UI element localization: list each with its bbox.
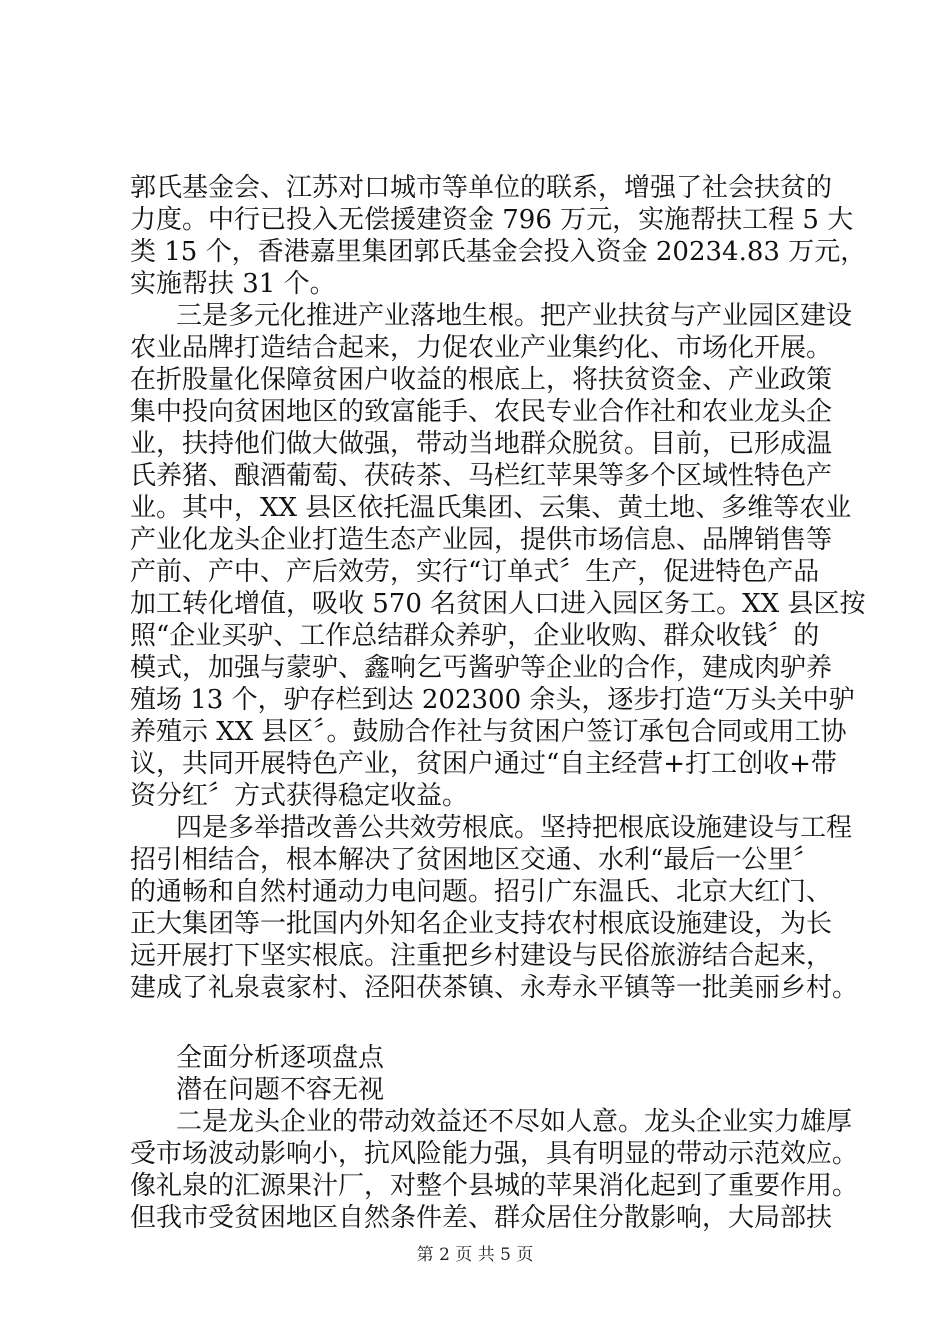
section-heading: 全面分析逐项盘点 [176,1043,385,1073]
text-line: 但我市受贫困地区自然条件差、群众居住分散影响，大局部扶 [130,1203,833,1233]
text-line: 殖场 13 个，驴存栏到达 202300 余头，逐步打造“万头关中驴 [130,685,855,715]
paragraph-gap [130,1004,830,1042]
text-line: 养殖示 XX 县区〞。鼓励合作社与贫困户签订承包合同或用工协 [130,717,847,747]
text-line: 建成了礼泉袁家村、泾阳茯茶镇、永寿永平镇等一批美丽乡村。 [130,973,859,1003]
text-line: 实施帮扶 31 个。 [130,269,336,299]
paragraph-public-service [130,812,859,1004]
text-line: 在折股量化保障贫困户收益的根底上，将扶贫资金、产业政策 [130,365,833,395]
text-line: 业，扶持他们做大做强，带动当地群众脱贫。目前，已形成温 [130,429,833,459]
text-line: 类 15 个，香港嘉里集团郭氏基金会投入资金 20234.83 万元， [130,237,867,267]
section-headings [130,1042,830,1106]
text-line: 产前、产中、产后效劳，实行“订单式〞生产，促进特色产品 [130,557,820,587]
document-body [130,172,867,1234]
text-line: 氏养猪、酿酒葡萄、茯砖茶、马栏红苹果等多个区域性特色产 [130,461,833,491]
text-line: 像礼泉的汇源果汁厂，对整个县城的苹果消化起到了重要作用。 [130,1171,859,1201]
text-line: 二是龙头企业的带动效益还不尽如人意。龙头企业实力雄厚 [176,1107,853,1137]
paragraph-enterprise [130,1106,859,1234]
text-line: 力度。中行已投入无偿援建资金 796 万元，实施帮扶工程 5 大 [130,205,854,235]
text-line: 资分红〞方式获得稳定收益。 [130,781,469,811]
text-line: 正大集团等一批国内外知名企业支持农村根底设施建设，为长 [130,909,833,939]
text-line: 招引相结合，根本解决了贫困地区交通、水利“最后一公里〞 [130,845,820,875]
text-line: 郭氏基金会、江苏对口城市等单位的联系，增强了社会扶贫的 [130,173,833,203]
text-line: 产业化龙头企业打造生态产业园，提供市场信息、品牌销售等 [130,525,833,555]
page-number-footer: 第 2 页 共 5 页 [416,1245,534,1265]
text-line: 受市场波动影响小，抗风险能力强，具有明显的带动示范效应。 [130,1139,859,1169]
section-heading: 潜在问题不容无视 [176,1075,385,1105]
text-line: 模式，加强与蒙驴、鑫响乞丐酱驴等企业的合作，建成肉驴养 [130,653,833,683]
text-line: 远开展打下坚实根底。注重把乡村建设与民俗旅游结合起来， [130,941,833,971]
text-line: 四是多举措改善公共效劳根底。坚持把根底设施建设与工程 [176,813,853,843]
text-line: 加工转化增值，吸收 570 名贫困人口进入园区务工。XX 县区按 [130,589,866,619]
text-line: 业。其中，XX 县区依托温氏集团、云集、黄土地、多维等农业 [130,493,852,523]
paragraph-continued [130,172,867,300]
text-line: 农业品牌打造结合起来，力促农业产业集约化、市场化开展。 [130,333,833,363]
text-line: 议，共同开展特色产业，贫困户通过“自主经营+打工创收+带 [130,749,837,779]
text-line: 三是多元化推进产业落地生根。把产业扶贫与产业园区建设 [176,301,853,331]
text-line: 的通畅和自然村通动力电问题。招引广东温氏、北京大红门、 [130,877,833,907]
paragraph-industry [130,300,866,812]
text-line: 照“企业买驴、工作总结群众养驴，企业收购、群众收钱〞的 [130,621,820,651]
text-line: 集中投向贫困地区的致富能手、农民专业合作社和农业龙头企 [130,397,833,427]
